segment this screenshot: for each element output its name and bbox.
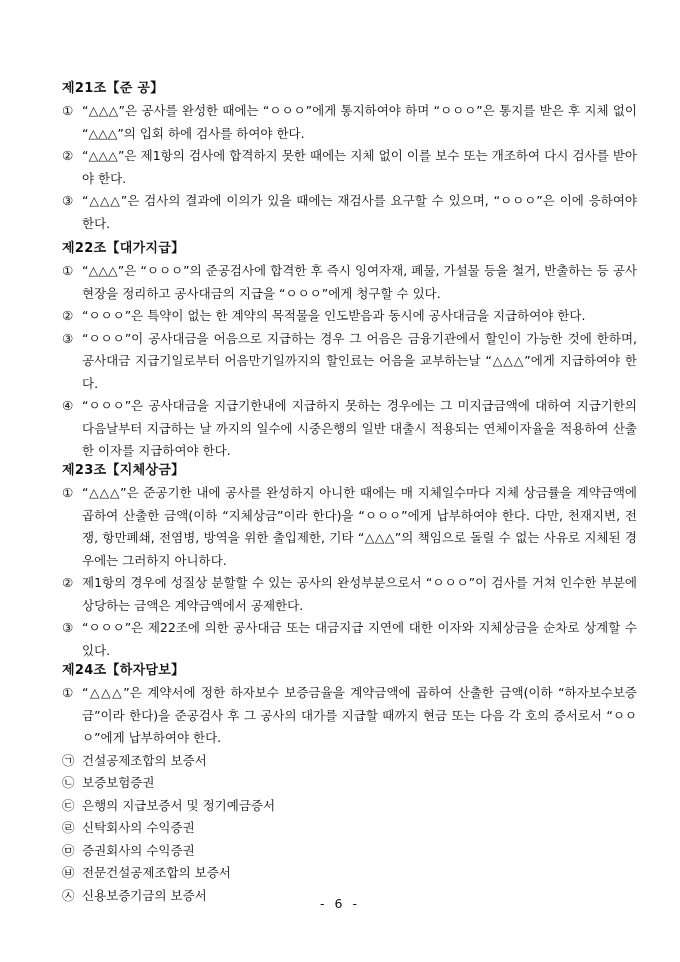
clause bbox=[62, 328, 637, 396]
article-heading: 제23조【지체상금】 bbox=[62, 463, 185, 478]
clause-text: “ㅇㅇㅇ”은 공사대금을 지급기한내에 지급하지 못하는 경우에는 그 미지급금액에 대하여 지급기한의 다음날부터 지급하는 날 까지의 일수에 시중은행의 일반 대출시 적용되는 연체이자율을 적용하여 산출한 이자를 지급하여야 한다. bbox=[82, 398, 637, 458]
clause-text: “△△△”은 제1항의 검사에 합격하지 못한 때에는 지체 없이 이를 보수 또는 개조하여 다시 검사를 받아야 한다. bbox=[82, 148, 637, 186]
clause bbox=[62, 482, 637, 572]
list-item bbox=[62, 817, 637, 840]
list-item bbox=[62, 750, 637, 773]
list-item bbox=[62, 795, 637, 818]
list-item bbox=[62, 772, 637, 795]
article-24 bbox=[62, 660, 637, 907]
article-21 bbox=[62, 78, 637, 235]
list-marker: ㉥ bbox=[62, 865, 75, 880]
list-text: 증권회사의 수익증권 bbox=[82, 842, 195, 858]
clause-text: “ㅇㅇㅇ”은 특약이 없는 한 계약의 목적물을 인도받음과 동시에 공사대금을 지급하여야 한다. bbox=[82, 308, 586, 323]
list-marker: ㉡ bbox=[62, 775, 75, 790]
clause bbox=[62, 617, 637, 662]
clause-number: ③ bbox=[62, 620, 74, 635]
list-item bbox=[62, 840, 637, 863]
list-text: 건설공제조합의 보증서 bbox=[82, 752, 207, 768]
list-marker: ㉦ bbox=[62, 887, 75, 903]
article-heading: 제24조【하자담보】 bbox=[62, 663, 185, 678]
list-marker: ㉣ bbox=[62, 820, 75, 835]
clause bbox=[62, 305, 637, 328]
list-marker: ㉢ bbox=[62, 797, 75, 813]
clause-text: “△△△”은 “ㅇㅇㅇ”의 준공검사에 합격한 후 즉시 잉여자재, 폐물, 가설물 등을 철거, 반출하는 등 공사현장을 정리하고 공사대금의 지급을 “ㅇㅇㅇ”에게 청구할 수 있다. bbox=[82, 263, 637, 301]
clause-text: “△△△”은 준공기한 내에 공사를 완성하지 아니한 때에는 매 지체일수마다 지체 상금률을 계약금액에 곱하여 산출한 금액(이하 “지체상금”이라 한다)을 “ㅇㅇㅇ”에게 납부하여야 한다. 다만, 천재지변, 전쟁, 항만폐쇄, 전염병, 방역을 위한 출입제한, 기타 “△△△”의 책임으로 돌릴 수 없는 사유로 지체된 경우에는 그러하지 아니하다. bbox=[82, 485, 637, 568]
clause bbox=[62, 682, 637, 750]
clause-number: ④ bbox=[62, 398, 74, 413]
guarantee-list bbox=[62, 750, 637, 908]
clause-number: ① bbox=[62, 485, 74, 500]
clause bbox=[62, 260, 637, 305]
clause bbox=[62, 395, 637, 463]
clause-text: 제1항의 경우에 성질상 분할할 수 있는 공사의 완성부분으로서 “ㅇㅇㅇ”이 검사를 거쳐 인수한 부분에 상당하는 금액은 계약금액에서 공제한다. bbox=[82, 575, 637, 613]
clause-number: ③ bbox=[62, 193, 74, 208]
article-22 bbox=[62, 238, 637, 463]
list-text: 보증보험증권 bbox=[82, 775, 155, 790]
clause-text: “ㅇㅇㅇ”이 공사대금을 어음으로 지급하는 경우 그 어음은 금융기관에서 할인이 가능한 것에 한하며, 공사대금 지급기일로부터 어음만기일까지의 할인료는 어음을 교부하는날 “△△△”에게 지급하여야 한다. bbox=[82, 330, 637, 391]
clause bbox=[62, 572, 637, 617]
clause bbox=[62, 190, 637, 235]
list-text: 신용보증기금의 보증서 bbox=[82, 887, 207, 903]
list-marker: ㉤ bbox=[62, 842, 75, 858]
clause-text: “△△△”은 계약서에 정한 하자보수 보증금율을 계약금액에 곱하여 산출한 금액(이하 “하자보수보증금”이라 한다)을 준공검사 후 그 공사의 대가를 지급할 때까지 현금 또는 다음 각 호의 증서로서 “ㅇㅇㅇ”에게 납부하여야 한다. bbox=[82, 685, 637, 745]
clause bbox=[62, 100, 637, 145]
clause-number: ① bbox=[62, 103, 74, 118]
clause-text: “△△△”은 공사를 완성한 때에는 “ㅇㅇㅇ”에게 통지하여야 하며 “ㅇㅇㅇ”은 통지를 받은 후 지체 없이 “△△△”의 입회 하에 검사를 하여야 한다. bbox=[82, 103, 637, 141]
article-heading: 제21조【준 공】 bbox=[62, 81, 164, 96]
clause bbox=[62, 145, 637, 190]
clause-number: ③ bbox=[62, 330, 74, 346]
clause-number: ② bbox=[62, 308, 74, 323]
list-text: 은행의 지급보증서 및 정기예금증서 bbox=[82, 797, 276, 813]
clause-number: ① bbox=[62, 263, 74, 278]
clause-number: ① bbox=[62, 685, 74, 700]
clause-text: “△△△”은 검사의 결과에 이의가 있을 때에는 재검사를 요구할 수 있으며, “ㅇㅇㅇ”은 이에 응하여야 한다. bbox=[82, 193, 637, 231]
clause-number: ② bbox=[62, 148, 74, 163]
clause-text: “ㅇㅇㅇ”은 제22조에 의한 공사대금 또는 대금지급 지연에 대한 이자와 지체상금을 순차로 상계할 수 있다. bbox=[82, 620, 637, 658]
page-number: - 6 - bbox=[320, 896, 360, 911]
list-marker: ㉠ bbox=[62, 752, 75, 768]
article-23 bbox=[62, 460, 637, 662]
list-text: 전문건설공제조합의 보증서 bbox=[82, 865, 231, 880]
article-heading: 제22조【대가지급】 bbox=[62, 241, 185, 256]
clause-number: ② bbox=[62, 575, 74, 590]
list-item bbox=[62, 862, 637, 885]
list-text: 신탁회사의 수익증권 bbox=[82, 820, 195, 835]
